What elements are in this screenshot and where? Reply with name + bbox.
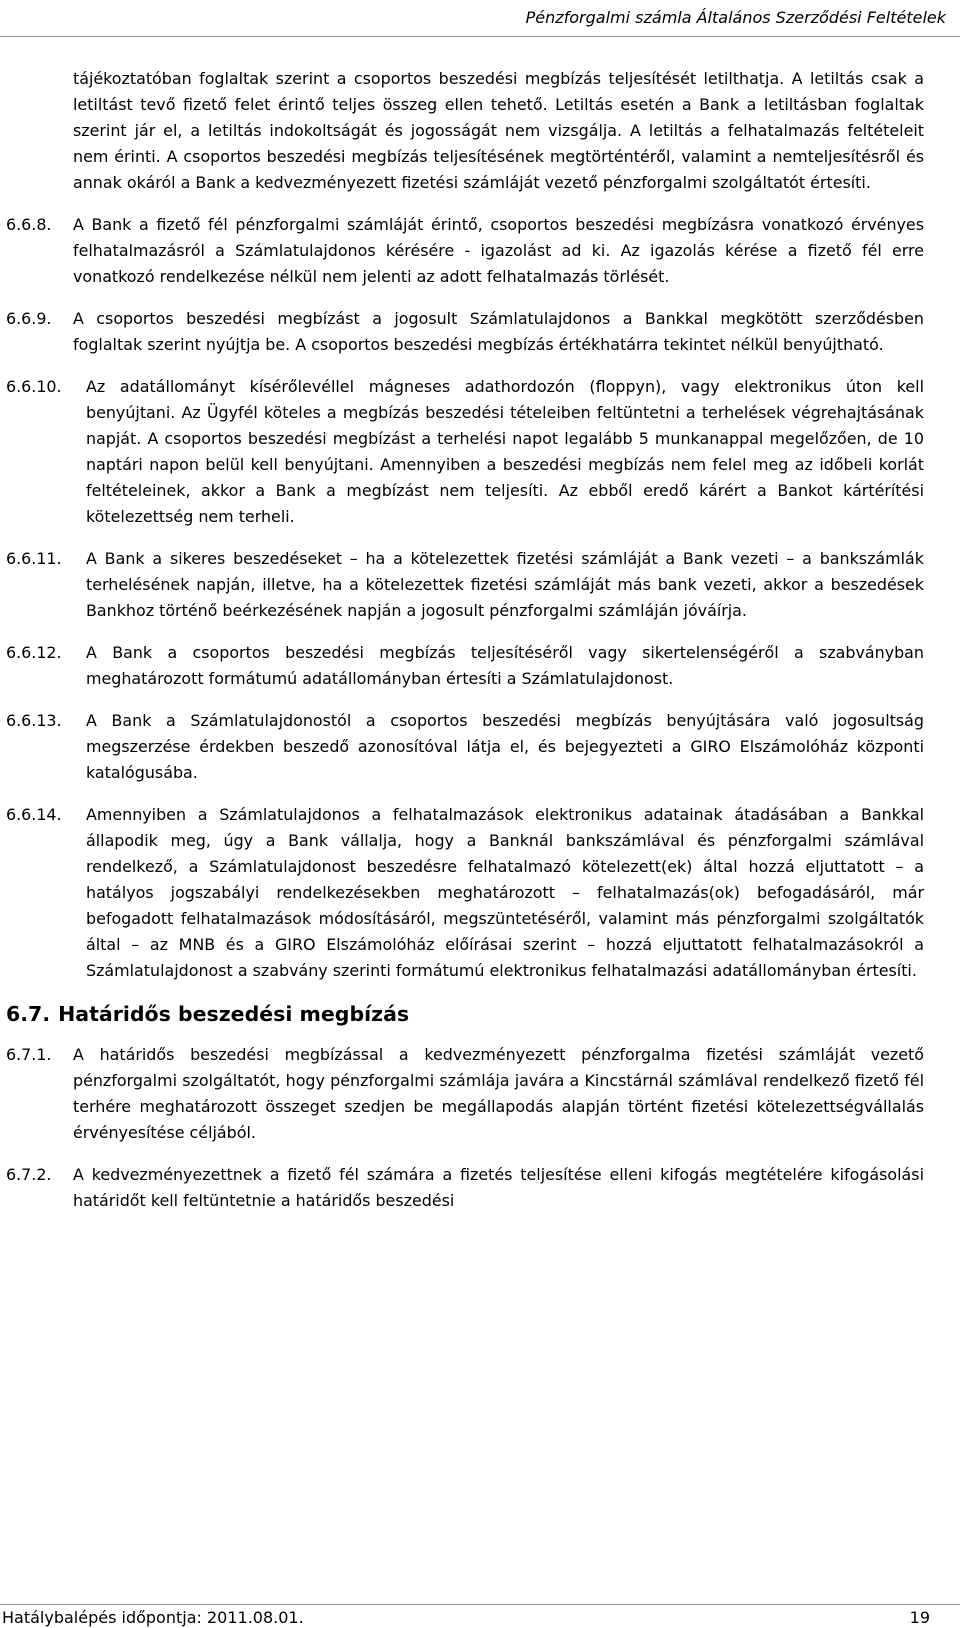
clause-6-6-13 bbox=[6, 708, 924, 786]
section-title: Határidős beszedési megbízás bbox=[58, 1002, 410, 1026]
clause-number: 6.6.14. bbox=[6, 805, 62, 824]
clause-6-7-1 bbox=[6, 1042, 924, 1146]
effective-date-label: Hatálybalépés időpontja: 2011.08.01. bbox=[2, 1608, 304, 1627]
clause-6-6-9 bbox=[6, 306, 924, 358]
clause-text: A kedvezményezettnek a fizető fél számára a fizetés teljesítése elleni kifogás megtételére kifogásolási határidőt kell feltüntetnie a határidős beszedési bbox=[73, 1165, 924, 1210]
clause-text: A Bank a fizető fél pénzforgalmi számláját érintő, csoportos beszedési megbízásra vonatkozó érvényes felhatalmazásról a Számlatulajdonos kérésére - igazolást ad ki. Az igazolás kérése a fizető fél erre vonatkozó rendelkezése nélkül nem jelenti az adott felhatalmazás törlését. bbox=[73, 215, 924, 286]
document-body bbox=[6, 66, 924, 1230]
clause-text: A Bank a csoportos beszedési megbízás teljesítéséről vagy sikertelenségéről a szabványban meghatározott formátumú adatállományban értesíti a Számlatulajdonost. bbox=[86, 643, 924, 688]
clause-text: A Bank a Számlatulajdonostól a csoportos beszedési megbízás benyújtására való jogosultság megszerzése érdekben beszedő azonosítóval látja el, és bejegyezteti a GIRO Elszámolóház központi katalógusába. bbox=[86, 711, 924, 782]
clause-6-6-10 bbox=[6, 374, 924, 530]
clause-text: Amennyiben a Számlatulajdonos a felhatalmazások elektronikus adatainak átadásában a Bankkal állapodik meg, úgy a Bank vállalja, hogy a Banknál bankszámlával és pénzforgalmi számlával rendelkező, a Számlatulajdonost beszedésre felhatalmazó kötelezett(ek) által hozzá eljuttatott – a hatályos jogszabályi rendelkezésekben meghatározott – felhatalmazás(ok) befogadásáról, már befogadott felhatalmazások módosításáról, megszüntetéséről, valamint más pénzforgalmi szolgáltatók által – az MNB és a GIRO Elszámolóház előírásai szerint – hozzá eljuttatott felhatalmazásokról a Számlatulajdonost a szabvány szerinti formátumú elektronikus felhatalmazási adatállományban értesíti. bbox=[86, 805, 924, 980]
clause-number: 6.6.12. bbox=[6, 643, 62, 662]
footer-divider bbox=[0, 1604, 960, 1605]
clause-number: 6.6.11. bbox=[6, 549, 62, 568]
clause-number: 6.6.8. bbox=[6, 215, 52, 234]
clause-6-6-14 bbox=[6, 802, 924, 984]
clause-text: A Bank a sikeres beszedéseket – ha a kötelezettek fizetési számláját a Bank vezeti – a bankszámlák terhelésének napján, illetve, ha a kötelezettek fizetési számláját más bank vezeti, akkor a beszedések Bankhoz történő beérkezésének napján a jogosult pénzforgalmi számláján jóváírja. bbox=[86, 549, 924, 620]
clause-number: 6.7.1. bbox=[6, 1045, 52, 1064]
clause-number: 6.6.13. bbox=[6, 711, 62, 730]
section-heading bbox=[6, 1000, 924, 1028]
clause-text: A határidős beszedési megbízással a kedvezményezett pénzforgalma fizetési számláját vezető pénzforgalmi szolgáltatót, hogy pénzforgalmi számlája javára a Kincstárnál számlával rendelkező fizető fél terhére meghatározott összeget szedjen be megállapodás alapján történt fizetési kötelezettségvállalás érvényesítése céljából. bbox=[73, 1045, 924, 1142]
clause-text: A csoportos beszedési megbízást a jogosult Számlatulajdonos a Bankkal megkötött szerződésben foglaltak szerint nyújtja be. A csoportos beszedési megbízás értékhatárra tekintet nélkül benyújtható. bbox=[73, 309, 924, 354]
clause-number: 6.7.2. bbox=[6, 1165, 52, 1184]
clause-6-6-12 bbox=[6, 640, 924, 692]
header-divider bbox=[0, 36, 960, 37]
section-number: 6.7. bbox=[6, 1002, 51, 1026]
clause-text: Az adatállományt kísérőlevéllel mágneses adathordozón (floppyn), vagy elektronikus úton kell benyújtani. Az Ügyfél köteles a megbízás beszedési tételeiben feltüntetni a terhelések végrehajtásának napját. A csoportos beszedési megbízást a terhelési napot legalább 5 munkanappal megelőzően, de 10 naptári napon belül kell benyújtani. Amennyiben a beszedési megbízás nem felel meg az időbeli korlát feltételeinek, akkor a Bank a megbízást nem teljesíti. Az ebből eredő kárért a Bankot kártérítési kötelezettség nem terheli. bbox=[86, 377, 924, 526]
page-header-title: Pénzforgalmi számla Általános Szerződési Feltételek bbox=[525, 8, 946, 27]
page-number: 19 bbox=[909, 1608, 930, 1627]
clause-6-6-8 bbox=[6, 212, 924, 290]
clause-number: 6.6.10. bbox=[6, 377, 62, 396]
intro-paragraph: tájékoztatóban foglaltak szerint a csoportos beszedési megbízás teljesítését letilthatja. A letiltás csak a letiltást tevő fizető felet érintő teljes összeg ellen tehető. Letiltás esetén a Bank a letiltásban foglaltak szerint jár el, a letiltás indokoltságát és jogosságát nem vizsgálja. A letiltás a felhatalmazás feltételeit nem érinti. A csoportos beszedési megbízás teljesítésének megtörténtéről, valamint a nemteljesítésről és annak okáról a Bank a kedvezményezett fizetési számláját vezető pénzforgalmi szolgáltatót értesíti. bbox=[73, 69, 924, 192]
clause-6-7-2 bbox=[6, 1162, 924, 1214]
clause-number: 6.6.9. bbox=[6, 309, 52, 328]
clause-6-6-11 bbox=[6, 546, 924, 624]
